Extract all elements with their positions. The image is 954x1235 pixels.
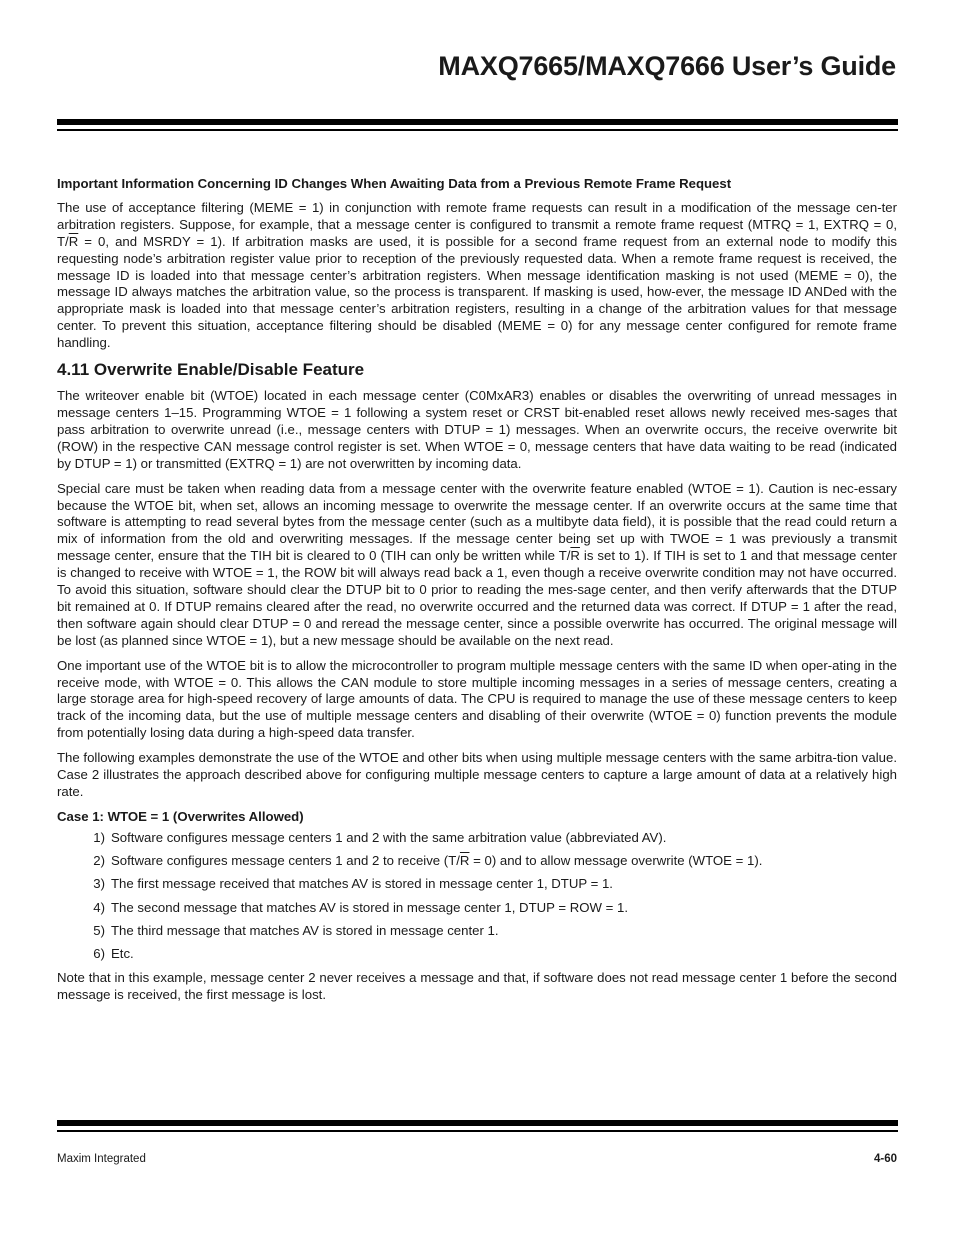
section-heading: 4.11 Overwrite Enable/Disable Feature	[57, 360, 365, 380]
step-number: 4)	[93, 899, 105, 915]
header-rule-thin	[57, 129, 898, 131]
step-number: 1)	[93, 829, 105, 845]
r-overbar: $\overline{R}$	[570, 548, 580, 564]
list-item	[57, 830, 897, 847]
case-steps-list	[57, 830, 897, 963]
step-text	[105, 853, 762, 870]
important-info-text-1: The use of acceptance filtering (MEME = 1) in conjunction with remote frame requests can result in a modification of the message cen-ter arbitration registers. Suppose, for example, that a message center is configured to transmit a remote frame request (MTRQ = 1, EXTRQ = 0, T/	[57, 199, 897, 249]
paragraph-special-care	[57, 481, 897, 650]
paragraph-examples: The following examples demonstrate the use of the WTOE and other bits when using multiple message centers with the same arbitra-tion value. Case 2 illustrates the approach described above for configuring multiple message centers to capture a large amount of data at a relatively high rate.	[57, 750, 897, 799]
step-text-part: Software configures message centers 1 and 2 to receive (T/	[111, 853, 460, 869]
r-overbar: $\overline{R}$	[459, 853, 470, 869]
list-item	[57, 900, 897, 917]
list-item	[57, 923, 897, 940]
paragraph-wtoe-intro: The writeover enable bit (WTOE) located in each message center (C0MxAR3) enables or disables the overwriting of unread messages in message centers 1–15. Programming WTOE = 1 following a system reset or CRST bit-enabled reset allows newly received mes-sages that pass arbitration to overwrite unread (i.e., message centers with DTUP = 1) messages. When an overwrite occurs, the receive overwrite bit (ROW) in the respective CAN message control register is set. When WTOE = 0, message centers that have data waiting to be read (indicated by DTUP = 1) or transmitted (EXTRQ = 1) are not overwritten by incoming data.	[57, 388, 897, 471]
step-text-part: = 0) and to allow message overwrite (WTOE = 1).	[469, 853, 763, 869]
special-care-text-2: is set to 1). If TIH is set to 1 and that message center is changed to receive with WTOE = 1, the ROW bit will always read back a 1, even though a receive overwrite condition may not have occurred. To avoid this situation, software should clear the DTUP bit to 0 prior to reading the mes-sage center, and then verify afterwards that the DTUP bit remained at 0. If DTUP remains cleared after the read, no overwrite occurred and the returned data was correct. If DTUP = 1 after the read, then software again should clear DTUP = 0 and reread the message center, since a possible overwrite has occurred. The original message will be lost (as planned since WTOE = 1), but a new message should be available on the next read.	[57, 548, 897, 648]
list-item	[57, 946, 897, 963]
special-care-text-1: Special care must be taken when reading data from a message center with the overwrite feature enabled (WTOE = 1). Caution is nec-essary because the WTOE bit, when set, allows an incoming message to overwrite the message center. If an overwrite occurs at the same time that software is attempting to read several bytes from the message center (such as a multibyte data field), it is possible that the read could return a mix of information from the old and overwriting messages. If the message center being set up with TWOE = 1 was previously a transmit message center, ensure that the TIH bit is cleared to 0 (TIH can only be written while T/	[57, 480, 897, 564]
footer-rule-thick	[57, 1120, 898, 1126]
list-item	[57, 876, 897, 893]
page-number: 4-60	[873, 1153, 897, 1165]
important-info-text-2: = 0, and MSRDY = 1). If arbitration masks are used, it is possible for a second frame request from an external node to modify this requesting node’s arbitration register value prior to reception of the previously requested data. When a remote frame request is received, the message ID is loaded into that message center’s arbitration registers. When message identification masking is not used (MEME = 0), the message ID always matches the arbitration value, so the process is transparent. If masking is used, how-ever, the message ID ANDed with the appropriate mask is loaded into that message center’s arbitration registers, resulting in a change of the arbitration values for that message center. To prevent this situation, acceptance filtering should be disabled (MEME = 0) for any message center configured for remote frame handling.	[57, 233, 897, 351]
footer-company: Maxim Integrated	[57, 1153, 146, 1165]
header-rule-thick	[57, 119, 898, 125]
paragraph-note: Note that in this example, message center 2 never receives a message and that, if software does not read message center 1 before the second message is received, the first message is lost.	[57, 969, 897, 1002]
important-info-heading: Important Information Concerning ID Changes When Awaiting Data from a Previous Remote Frame Request	[57, 176, 732, 191]
paragraph-wtoe-use: One important use of the WTOE bit is to allow the microcontroller to program multiple message centers with the same ID when oper-ating in the receive mode, with WTOE = 0. This allows the CAN module to store multiple incoming messages in a series of message centers, creating a large storage area for high-speed recovery of large amounts of data. The CPU is required to manage the use of these message centers to keep track of the incoming data, but the use of multiple message centers and disabling of their overwrite (WTOE = 0) function prevents the module from potentially losing data during a high-speed data transfer.	[57, 657, 897, 741]
step-text: Software configures message centers 1 and 2 with the same arbitration value (abbreviated AV).	[111, 829, 667, 845]
document-title: MAXQ7665/MAXQ7666 User’s Guide	[438, 51, 896, 81]
step-number: 5)	[93, 923, 105, 938]
step-number: 6)	[93, 946, 105, 962]
step-number: 3)	[93, 876, 105, 892]
step-text: The second message that matches AV is stored in message center 1, DTUP = ROW = 1.	[111, 899, 628, 915]
footer-rule-thin	[57, 1130, 898, 1132]
step-number: 2)	[93, 853, 105, 869]
case-heading: Case 1: WTOE = 1 (Overwrites Allowed)	[57, 808, 304, 824]
list-item	[57, 853, 897, 870]
step-text: The first message received that matches AV is stored in message center 1, DTUP = 1.	[111, 876, 613, 892]
step-text: The third message that matches AV is stored in message center 1.	[111, 923, 499, 938]
step-text: Etc.	[111, 946, 134, 962]
important-info-paragraph	[57, 200, 897, 352]
r-overbar: $\overline{R}$	[68, 233, 79, 249]
page-content	[57, 176, 897, 1011]
